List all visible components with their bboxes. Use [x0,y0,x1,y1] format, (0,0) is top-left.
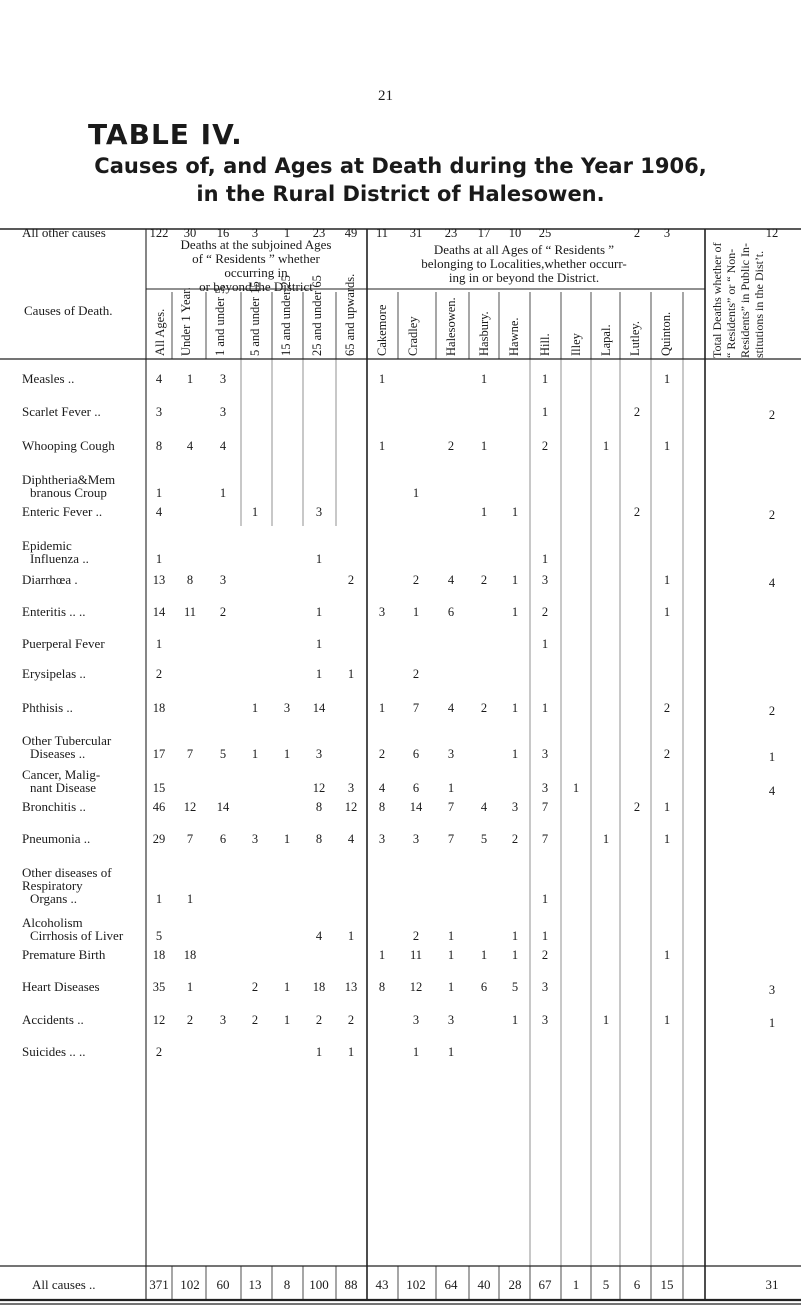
cause-label [22,439,144,452]
cell-hil: 1 [541,372,549,386]
cell-hil: 2 [541,439,549,453]
page-number: 21 [378,88,393,104]
cell-qui: 1 [663,439,671,453]
cell-cra: 14 [409,800,423,814]
cell-all: 1 [155,486,163,500]
cell-total-public: 4 [768,576,776,590]
subtitle-line-2: in the Rural District of Halesowen. [196,182,605,206]
cause-label [22,637,144,650]
mortality-table: Causes of Death. Deaths at the subjoined Ages of “ Residents ” whether occurring in or beyond the District Deaths at all Ages of “ Residents ” belonging to Localities,whether occurr- ing in or beyond the District. Total Deaths whether of “ Residents” or “ Non- Residents” in Public In- stitutions in the Dist’t. All Ages. Under 1 Year. 1 and under 5. 5 and under 15 15 and under 25 25 and under 65 65 and upwards. Cakemore Cradley Halesowen. Hasbury. Hawne. Hill. Illey Lapal. Lutley. Quinton. Measles .. 4 1 3 1 1 1 1 Scarlet Fever .. 3 3 1 2 2 Whooping Cough 8 4 4 1 2 1 2 1 1 Diphtheria&Mem branous Croup 1 1 1 Enteric Fever .. 4 1 3 1 1 2 2 Epidemic Influenza .. 1 1 1 Diarrhœa . 13 8 3 2 2 4 2 1 3 1 4 Enteritis .. .. 14 11 2 1 3 1 6 1 2 1 Puerperal Fever 1 1 1 Erysipelas .. 2 1 1 2 Phthisis .. 18 1 3 14 1 7 4 2 1 1 2 2 Other Tubercular Diseases .. 17 7 5 1 1 3 2 6 3 1 3 2 1 Cancer, Malig- nant Disease 15 12 3 4 6 1 3 1 4 Bronchitis .. 46 12 14 8 12 8 14 7 4 3 7 2 1 Pneumonia .. 29 7 6 3 1 8 4 3 3 7 5 2 7 1 1 Other diseases of Respiratory Organs .. 1 1 1 Alcoholism Cirrhosis of Liver 5 4 1 2 1 1 1 Premature Birth 18 18 1 11 1 1 1 2 1 Heart Diseases 35 1 2 1 18 13 8 12 1 6 5 3 3 Accidents .. 12 2 3 2 1 2 2 3 3 1 3 1 1 1 Suicides .. .. 2 1 1 1 1 All other causes 122 30 16 3 1 23 49 11 31 23 17 10 25 2 3 12 All causes .. 371 102 60 13 8 100 88 43 102 64 40 28 67 1 5 6 15 31 [0,226,801,1306]
cell-haw: 1 [511,573,519,587]
cell-hil: 1 [541,929,549,943]
cell-lut: 2 [633,800,641,814]
cell-haw: 1 [511,1013,519,1027]
table-rules [0,226,801,1306]
cell-lut: 2 [633,505,641,519]
cell-lut: 2 [633,405,641,419]
cause-line: Other Tubercular [22,733,112,748]
cell-hal: 1 [447,980,455,994]
totals-cell: 67 [538,1277,552,1292]
subtitle-line-1: Causes of, and Ages at Death during the Year 1906, [94,154,707,178]
cell-a1_5: 6 [219,832,227,846]
cause-line: Other diseases of [22,865,112,880]
cause-line: Accidents .. [22,1012,84,1027]
cell-hal: 4 [447,573,455,587]
cell-cak: 11 [375,226,389,240]
cause-line: Cancer, Malig- [22,767,101,782]
cell-all: 1 [155,892,163,906]
cell-hil: 1 [541,701,549,715]
cell-hal: 3 [447,747,455,761]
cause-label [22,505,144,518]
totals-cell: 43 [375,1277,389,1292]
cell-hil: 2 [541,605,549,619]
cell-lap: 1 [602,1013,610,1027]
cell-a25_65: 1 [315,637,323,651]
cell-hil: 3 [541,980,549,994]
cause-line: Bronchitis .. [22,799,86,814]
cell-cra: 12 [409,980,423,994]
cause-label [22,473,144,499]
cell-qui: 1 [663,800,671,814]
cell-hil: 1 [541,405,549,419]
cell-u1: 7 [186,832,194,846]
cell-a15_25: 1 [283,832,291,846]
cause-line: Alcoholism [22,915,83,930]
cell-cra: 7 [412,701,420,715]
cell-a1_5: 3 [219,405,227,419]
cell-a25_65: 2 [315,1013,323,1027]
cell-total-public: 2 [768,704,776,718]
cell-qui: 1 [663,832,671,846]
totals-cell: 13 [248,1277,262,1292]
cell-cra: 31 [409,226,423,240]
col-header-1-and-under-5: 1 and under 5. [213,284,227,356]
cell-hal: 3 [447,1013,455,1027]
cell-has: 17 [477,226,491,240]
cell-lut: 2 [633,226,641,240]
col-header-65-and-upwards: 65 and upwards. [343,273,357,356]
cell-a65: 2 [347,1013,355,1027]
cell-has: 2 [480,701,488,715]
cause-line: Scarlet Fever .. [22,404,101,419]
cell-has: 1 [480,505,488,519]
cell-hal: 4 [447,701,455,715]
cell-cak: 2 [378,747,386,761]
cell-a65: 1 [347,667,355,681]
cell-a1_5: 5 [219,747,227,761]
cell-lap: 1 [602,832,610,846]
cause-line: Respiratory [22,878,83,893]
totals-cell: 60 [216,1277,230,1292]
cause-label [22,605,144,618]
cell-cak: 1 [378,701,386,715]
cell-cak: 1 [378,948,386,962]
cell-a5_15: 3 [251,226,259,240]
cause-label [22,539,144,565]
cause-line: Diseases .. [30,746,86,761]
cell-haw: 1 [511,701,519,715]
cause-line: Influenza .. [30,551,89,566]
cell-cra: 3 [412,1013,420,1027]
cell-all: 1 [155,552,163,566]
cause-label [22,405,144,418]
cell-cak: 8 [378,800,386,814]
cell-cra: 6 [412,747,420,761]
cause-line: Whooping Cough [22,438,115,453]
cause-line: Premature Birth [22,947,106,962]
cell-a5_15: 1 [251,505,259,519]
cause-line: Measles .. [22,371,75,386]
col-header-all-ages: All Ages. [153,308,167,356]
totals-cell: 100 [309,1277,329,1292]
cell-a25_65: 1 [315,552,323,566]
table-subtitle [0,152,801,208]
cell-haw: 1 [511,948,519,962]
cell-all: 5 [155,929,163,943]
cell-has: 1 [480,439,488,453]
totals-cell: 31 [765,1277,779,1292]
cell-has: 5 [480,832,488,846]
cell-hil: 7 [541,832,549,846]
col-header-5-and-under-15: 5 and under 15 [248,281,262,356]
col-header-hill: Hill. [538,333,552,356]
cell-all: 35 [152,980,166,994]
cause-label [22,768,144,794]
cell-a5_15: 1 [251,701,259,715]
cell-a1_5: 4 [219,439,227,453]
cause-line: nant Disease [30,780,97,795]
cell-a65: 4 [347,832,355,846]
cell-all: 8 [155,439,163,453]
col-header-15-and-under-25: 15 and under 25 [279,275,293,356]
cell-a1_5: 3 [219,573,227,587]
cell-a65: 13 [344,980,358,994]
cell-a1_5: 2 [219,605,227,619]
totals-cell: 102 [180,1277,200,1292]
totals-cell: 102 [406,1277,426,1292]
cause-label [22,832,144,845]
cell-hal: 1 [447,929,455,943]
cell-all: 4 [155,372,163,386]
cause-line: Enteritis .. .. [22,604,86,619]
cell-hil: 3 [541,573,549,587]
cell-a1_5: 1 [219,486,227,500]
cell-a5_15: 2 [251,1013,259,1027]
cell-cra: 2 [412,667,420,681]
cell-a25_65: 23 [312,226,326,240]
cell-hil: 3 [541,1013,549,1027]
cause-line: Phthisis .. [22,700,73,715]
col-header-25-and-under-65: 25 and under 65 [310,275,324,356]
cause-label [22,800,144,813]
totals-cell: 28 [508,1277,522,1292]
col-header-illey: Illey [569,333,583,356]
cell-haw: 1 [511,605,519,619]
cell-u1: 12 [183,800,197,814]
cell-total-public: 1 [768,1016,776,1030]
cell-has: 1 [480,372,488,386]
cell-a65: 49 [344,226,358,240]
cell-qui: 1 [663,605,671,619]
cell-a15_25: 1 [283,226,291,240]
cell-qui: 1 [663,573,671,587]
cell-a1_5: 3 [219,372,227,386]
totals-cell: 371 [149,1277,169,1292]
cell-haw: 3 [511,800,519,814]
cell-u1: 18 [183,948,197,962]
cell-hal: 7 [447,800,455,814]
cell-all: 18 [152,701,166,715]
cause-line: Suicides .. .. [22,1044,86,1059]
cell-haw: 1 [511,929,519,943]
cause-label [22,573,144,586]
cause-line: Erysipelas .. [22,666,86,681]
cell-haw: 5 [511,980,519,994]
cell-u1: 11 [183,605,197,619]
cell-a65: 2 [347,573,355,587]
cell-qui: 1 [663,1013,671,1027]
cell-u1: 30 [183,226,197,240]
col-header-halesowen: Halesowen. [444,297,458,356]
cell-a15_25: 1 [283,1013,291,1027]
cell-all: 15 [152,781,166,795]
age-group-header: Deaths at the subjoined Ages of “ Residents ” whether occurring in or beyond the District [180,237,332,294]
cause-label [22,1045,144,1058]
col-header-quinton: Quinton. [659,311,673,356]
totals-cell: 6 [633,1277,641,1292]
causes-header: Causes of Death. [24,303,113,318]
cell-cra: 1 [412,605,420,619]
totals-cell: 8 [283,1277,291,1292]
cell-all: 4 [155,505,163,519]
cell-ill: 1 [572,781,580,795]
cell-all: 2 [155,667,163,681]
cell-all: 17 [152,747,166,761]
cause-label [22,701,144,714]
cell-total-public: 2 [768,408,776,422]
cell-cak: 1 [378,439,386,453]
cell-total-public: 12 [765,226,779,240]
totals-cell: 88 [344,1277,358,1292]
cell-all: 29 [152,832,166,846]
cell-hil: 1 [541,552,549,566]
cause-line: Puerperal Fever [22,636,105,651]
cause-line: Diphtheria&Mem [22,472,116,487]
cell-cra: 2 [412,573,420,587]
cell-a25_65: 8 [315,832,323,846]
cell-cra: 11 [409,948,423,962]
cell-total-public: 3 [768,983,776,997]
cause-label [22,372,144,385]
col-header-hawne: Hawne. [507,317,521,356]
cell-cak: 4 [378,781,386,795]
cell-hil: 3 [541,781,549,795]
cell-a1_5: 16 [216,226,230,240]
cell-qui: 1 [663,948,671,962]
cell-cra: 2 [412,929,420,943]
cell-all: 14 [152,605,166,619]
cause-label [22,916,144,942]
cell-a25_65: 1 [315,605,323,619]
cell-u1: 8 [186,573,194,587]
cell-a25_65: 3 [315,747,323,761]
cell-haw: 1 [511,505,519,519]
cell-hil: 2 [541,948,549,962]
cell-a15_25: 1 [283,980,291,994]
cell-cak: 8 [378,980,386,994]
cell-qui: 3 [663,226,671,240]
cell-cra: 6 [412,781,420,795]
cell-u1: 4 [186,439,194,453]
totals-cell: 5 [602,1277,610,1292]
cell-a1_5: 3 [219,1013,227,1027]
cause-line: Pneumonia .. [22,831,91,846]
cause-line: Diarrhœa . [22,572,78,587]
cell-qui: 2 [663,701,671,715]
cell-all: 13 [152,573,166,587]
cell-cak: 1 [378,372,386,386]
col-header-cradley: Cradley [406,316,420,356]
cause-label [22,734,144,760]
col-header-lutley: Lutley. [628,321,642,356]
cell-cak: 3 [378,605,386,619]
col-header-hasbury: Hasbury. [477,311,491,356]
cause-line: Epidemic [22,538,72,553]
cell-a65: 3 [347,781,355,795]
cause-line: Enteric Fever .. [22,504,103,519]
cell-a25_65: 4 [315,929,323,943]
totals-cell: 40 [477,1277,491,1292]
cell-hal: 1 [447,781,455,795]
cell-total-public: 1 [768,750,776,764]
cause-label [22,866,144,905]
cell-has: 2 [480,573,488,587]
cell-hil: 1 [541,637,549,651]
cause-line: Heart Diseases [22,979,100,994]
cell-u1: 7 [186,747,194,761]
cell-haw: 10 [508,226,522,240]
totals-label: All causes .. [32,1277,96,1292]
cell-all: 122 [149,226,169,240]
cause-line: Cirrhosis of Liver [30,928,124,943]
cell-u1: 1 [186,892,194,906]
col-header-under-1-year: Under 1 Year. [179,287,193,356]
cell-hal: 1 [447,1045,455,1059]
cause-label [22,226,144,239]
cell-total-public: 4 [768,784,776,798]
locality-group-header: Deaths at all Ages of “ Residents ” belonging to Localities,whether occurr- ing in or beyond the District. [421,242,627,285]
cell-hil: 3 [541,747,549,761]
cause-label [22,948,144,961]
cell-cra: 3 [412,832,420,846]
cell-haw: 2 [511,832,519,846]
col-header-lapal: Lapal. [599,324,613,356]
cell-all: 2 [155,1045,163,1059]
cell-a25_65: 14 [312,701,326,715]
cell-hil: 1 [541,892,549,906]
cell-a25_65: 18 [312,980,326,994]
cause-line: Organs .. [30,891,78,906]
table-title: TABLE IV. [88,118,243,151]
cell-total-public: 2 [768,508,776,522]
cell-all: 3 [155,405,163,419]
cell-all: 18 [152,948,166,962]
cell-all: 1 [155,637,163,651]
totals-cell: 1 [572,1277,580,1292]
cell-hal: 7 [447,832,455,846]
cell-a25_65: 1 [315,667,323,681]
cell-a25_65: 3 [315,505,323,519]
cell-a25_65: 8 [315,800,323,814]
cell-lap: 1 [602,439,610,453]
cell-haw: 1 [511,747,519,761]
totals-cell: 64 [444,1277,458,1292]
cell-a5_15: 3 [251,832,259,846]
cell-hal: 23 [444,226,458,240]
totals-cell: 15 [660,1277,674,1292]
cell-has: 6 [480,980,488,994]
cell-hil: 7 [541,800,549,814]
cause-line: branous Croup [30,485,107,500]
cell-hal: 2 [447,439,455,453]
cell-cra: 1 [412,486,420,500]
col-header-cakemore: Cakemore [375,304,389,356]
cell-hil: 25 [538,226,552,240]
cell-hal: 1 [447,948,455,962]
cell-hal: 6 [447,605,455,619]
cell-qui: 2 [663,747,671,761]
cell-qui: 1 [663,372,671,386]
cell-all: 46 [152,800,166,814]
cell-a65: 1 [347,1045,355,1059]
cell-a65: 1 [347,929,355,943]
cell-all: 12 [152,1013,166,1027]
cell-a65: 12 [344,800,358,814]
cell-has: 4 [480,800,488,814]
cell-a1_5: 14 [216,800,230,814]
cell-u1: 1 [186,372,194,386]
cell-a5_15: 1 [251,747,259,761]
cause-label [22,980,144,993]
cell-u1: 1 [186,980,194,994]
cell-cak: 3 [378,832,386,846]
cause-label [22,1013,144,1026]
cell-a5_15: 2 [251,980,259,994]
cell-u1: 2 [186,1013,194,1027]
cell-a25_65: 1 [315,1045,323,1059]
cell-a15_25: 3 [283,701,291,715]
cause-line: All other causes [22,225,106,240]
cause-label [22,667,144,680]
cell-a15_25: 1 [283,747,291,761]
cell-a25_65: 12 [312,781,326,795]
cell-has: 1 [480,948,488,962]
cell-cra: 1 [412,1045,420,1059]
